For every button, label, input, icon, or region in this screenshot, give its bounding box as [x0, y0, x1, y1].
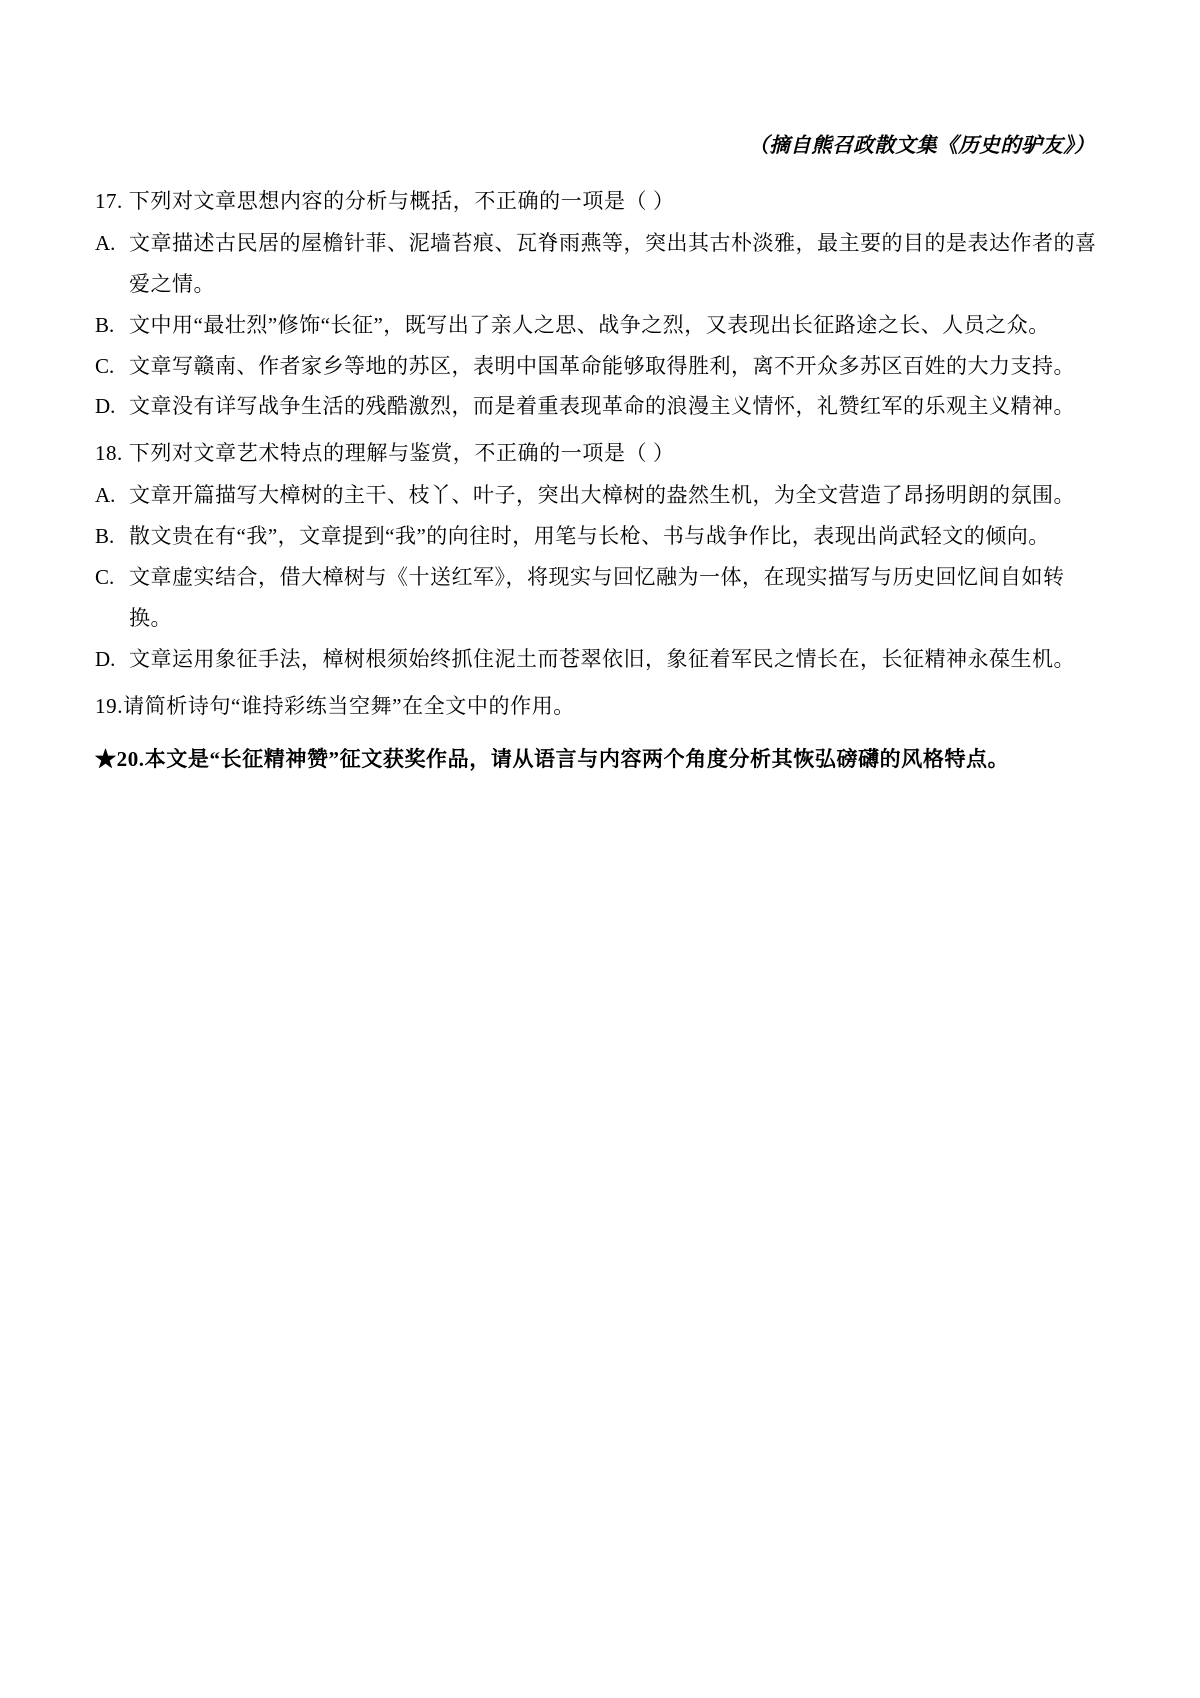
question-18-number: 18. [95, 441, 123, 466]
option-label: D. [95, 394, 116, 419]
question-19-stem [95, 686, 1100, 727]
question-18-stem [95, 433, 1100, 474]
question-20-text: 本文是“长征精神赞”征文获奖作品，请从语言与内容两个角度分析其恢弘磅礴的风格特点。 [144, 746, 1010, 771]
question-18-option-a[interactable] [95, 475, 1100, 516]
option-label: A. [95, 483, 116, 508]
question-17-option-a[interactable] [95, 223, 1100, 305]
option-text: 散文贵在有“我”，文章提到“我”的向往时，用笔与长枪、书与战争作比，表现出尚武轻文的倾向。 [129, 524, 1050, 549]
option-text: 文章运用象征手法，樟树根须始终抓住泥土而苍翠依旧，象征着军民之情长在，长征精神永葆生机。 [129, 647, 1075, 672]
option-text: 文中用“最壮烈”修饰“长征”，既写出了亲人之思、战争之烈，又表现出长征路途之长、人员之众。 [129, 312, 1050, 337]
option-text: 文章虚实结合，借大樟树与《十送红军》，将现实与回忆融为一体，在现实描写与历史回忆间自如转换。 [129, 565, 1065, 631]
option-text: 文章开篇描写大樟树的主干、枝丫、叶子，突出大樟树的盎然生机，为全文营造了昂扬明朗的氛围。 [129, 483, 1075, 508]
question-17 [95, 181, 1100, 428]
question-18-option-b[interactable] [95, 516, 1100, 557]
option-text: 文章描述古民居的屋檐针菲、泥墙苔痕、瓦脊雨燕等，突出其古朴淡雅，最主要的目的是表达作者的喜爱之情。 [129, 230, 1097, 296]
question-19 [95, 686, 1100, 727]
question-18-option-c[interactable] [95, 557, 1100, 639]
question-20-number: ★20. [95, 746, 145, 771]
question-19-text: 请简析诗句“谁持彩练当空舞”在全文中的作用。 [123, 694, 575, 719]
block-spacer [95, 729, 1100, 739]
question-18-text: 下列对文章艺术特点的理解与鉴赏，不正确的一项是（ ） [128, 441, 675, 466]
option-label: B. [95, 524, 115, 549]
question-19-number: 19. [95, 694, 124, 719]
option-text: 文章没有详写战争生活的残酷激烈，而是着重表现革命的浪漫主义情怀，礼赞红军的乐观主义精神。 [129, 394, 1075, 419]
option-label: C. [95, 353, 115, 378]
question-17-stem [95, 181, 1100, 222]
source-attribution: （摘自熊召政散文集《历史的驴友》） [748, 135, 1095, 157]
option-label: A. [95, 230, 116, 255]
question-18-option-d[interactable] [95, 639, 1100, 680]
question-17-option-d[interactable] [95, 386, 1100, 427]
question-20 [95, 739, 1100, 780]
option-label: D. [95, 647, 116, 672]
question-17-option-c[interactable] [95, 346, 1100, 387]
question-20-stem [95, 739, 1100, 780]
question-17-text: 下列对文章思想内容的分析与概括，不正确的一项是（ ） [128, 188, 675, 213]
option-text: 文章写赣南、作者家乡等地的苏区，表明中国革命能够取得胜利，离不开众多苏区百姓的大力支持。 [129, 353, 1075, 378]
option-label: B. [95, 312, 115, 337]
question-17-option-b[interactable] [95, 305, 1100, 346]
option-label: C. [95, 565, 115, 590]
question-18 [95, 433, 1100, 680]
question-17-number: 17. [95, 188, 123, 213]
